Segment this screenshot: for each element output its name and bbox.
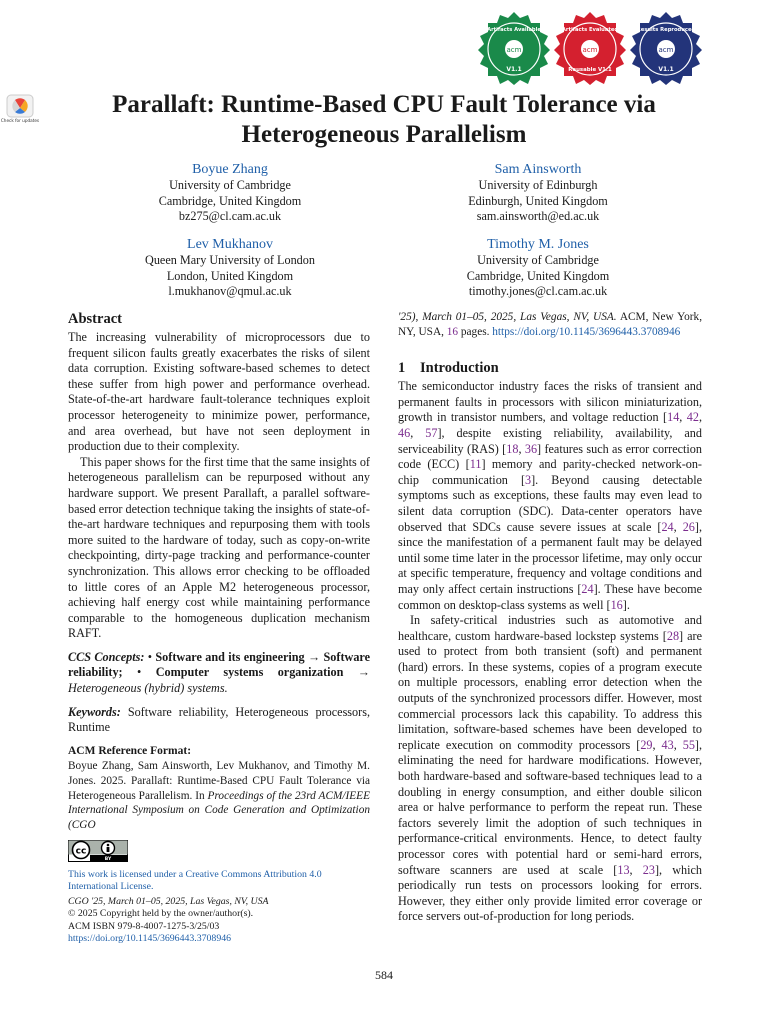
reference-doi-link[interactable]: https://doi.org/10.1145/3696443.3708946 [492,325,681,338]
intro-paragraph-1: The semiconductor industry faces the risks of transient and permanent faults in processors with silicon miniaturization, growth in transistor numbers, and voltage reduction [14, 42, 46, 57], despite existing reliability, availability, and serviceability (RAS) [18, 36] features such as error correction code (ECC) [11] memory and parity-checked network-on-chip communication [3]. Beyond causing detectable symptoms such as exceptions, these faults may even lead to silent data corruption (SDC). Data-center operators have observed that SDCs cause severe issues at scale [24, 26], since the manifestation of a permanent fault may be delayed until some time later in the processor lifetime, may only occur at specific temperature, frequency and voltage conditions and may only affect certain instructions [24]. These have become common on desktop-class systems as well [16]. [398,379,703,612]
section-title: Introduction [420,360,499,377]
acm-reference-text [68,759,370,832]
title-line-1: Parallaft: Runtime-Based CPU Fault Tolerance via [112,91,656,118]
reference-plain: Boyue Zhang, Sam Ainsworth, Lev Mukhanov, and Timothy M. Jones. 2025. Parallaft: Runtime-Based CPU Fault Tolerance via Heterogeneous Parallelism. In [68,760,370,802]
ccs-concepts: CCS Concepts: • Software and its engineering → Software reliability; • Computer systems organization → Heterogeneous (hybrid) systems. [68,649,371,696]
conference-text: CGO '25, March 01–05, 2025, Las Vegas, NV, USA [68,895,269,907]
author-block [388,236,688,300]
badge-top-text: Artifacts Available [487,27,541,33]
badge-top-text: Artifacts Evaluated [561,27,619,33]
title-line-2: Heterogeneous Parallelism [241,121,527,148]
svg-text:cc: cc [75,846,87,857]
artifact-badges [476,10,700,90]
badge-bottom-text: V1.1 [658,66,674,73]
artifacts-available-badge [476,10,552,86]
badge-center-text: acm [506,46,522,54]
abstract-paragraph-2: This paper shows for the first time that the same insights of heterogeneous parallelism can be repurposed without any hardware support. We present Parallaft, a parallel software-based error detection technique taking the insights of state-of-the-art hardware techniques and repurposing them with tools more suited to the hardware of today, such as copy-on-write checkpointing, dirty-page tracking and performance-counter synchronization. This allows error checking to be offloaded to little cores of an Apple M2 heterogeneous processor, achieving half energy cost while maintaining performance comparable to the homogeneous duplication mechanism RAFT. [68,454,370,641]
author-email: bz275@cl.cam.ac.uk [178,209,282,223]
acm-reference-heading: ACM Reference Format: [68,744,192,757]
badge-top-text: Results Reproduced [636,27,696,33]
ccs-label: CCS Concepts: [68,649,145,664]
author-block [80,161,380,225]
reference-venue: Proceedings of the 23rd ACM/IEEE International Symposium on Code Generation and Optimization (CGO [68,789,370,831]
creative-commons-icon [68,840,128,862]
paper-title [60,90,708,150]
section-number: 1 [398,360,406,377]
ccs-concept-2-sub: Heterogeneous (hybrid) systems. [68,681,228,696]
ccs-concept-1: Software and its engineering [155,649,305,664]
isbn-line: ACM ISBN 979-8-4007-1275-3/25/03 [68,920,220,932]
author-affiliation: University of Edinburgh [478,178,598,192]
author-affiliation: Queen Mary University of London [145,253,315,267]
author-location: Edinburgh, United Kingdom [468,193,608,208]
author-affiliation: University of Cambridge [169,178,291,192]
author-affiliation: University of Cambridge [477,253,599,267]
author-block [388,161,688,225]
ccs-arrow: → [357,665,370,680]
author-email: sam.ainsworth@ed.ac.uk [476,209,600,223]
conference-line [68,896,370,908]
ccs-concept-2: Computer systems organization [155,665,344,680]
keywords-label: Keywords: [68,704,121,719]
keywords [68,705,370,736]
author-location: London, United Kingdom [166,268,294,283]
reference-publisher: ACM, New York, NY, USA, [398,311,703,338]
author-name[interactable]: Boyue Zhang [192,162,268,177]
acm-reference-continued [398,310,702,339]
keywords-text: Software reliability, Heterogeneous processors, Runtime [68,704,370,735]
author-email: l.mukhanov@qmul.ac.uk [168,284,292,298]
author-location: Cambridge, United Kingdom [158,193,302,208]
license-link[interactable]: This work is licensed under a Creative Commons Attribution 4.0 International License. [68,869,322,893]
intro-paragraph-2: In safety-critical industries such as automotive and healthcare, custom hardware-based lockstep systems [28] are used to protect from both transient (soft) and permanent (hard) errors. In these systems, copies of a program execute on multiple processors, enabling error detection when the outputs of the synchronized processors differ. However, most commercial processors lack this capability. To address this limitation, software-based schemes have been developed to replicate execution on commodity processors [29, 43, 55], eliminating the need for hardware modifications. However, both hardware-based and software-based techniques lead to a doubling in energy consumption, and either double silicon area or halve performance to perform the repeat run. These factors severely limit the adoption of such techniques in performance-critical environments. Hence, to detect faulty processor cores with potential hard or semi-hard errors, software scanners are used at scale [13, 23], which periodically run tests on processors looking for errors. However, they either only provide limited error coverage or force servers out-of-production for long periods. [398,613,703,924]
badge-bottom-text: V1.1 [506,66,522,73]
doi-link-footer[interactable]: https://doi.org/10.1145/3696443.3708946 [68,933,232,945]
ccs-arrow: → [308,649,321,664]
abstract-heading: Abstract [68,311,122,327]
check-for-updates-button[interactable] [0,94,40,128]
left-column [68,310,370,945]
check-updates-icon [0,94,40,128]
page-number: 584 [375,968,393,982]
cc-by-label: BY [104,857,112,863]
author-name[interactable]: Lev Mukhanov [187,237,273,252]
badge-bottom-text: Reusable V1.1 [568,67,612,73]
results-reproduced-badge [628,10,704,86]
ccs-concept-1-sub: Software reliability; [68,649,371,680]
reference-pages-link[interactable]: 16 [446,325,459,338]
author-location: Cambridge, United Kingdom [466,268,610,283]
reference-pages-word: pages. [458,325,493,338]
abstract-paragraph-1: The increasing vulnerability of microprocessors due to frequent silicon faults greatly exacerbates the risks of silent data corruption. Existing software-based schemes to detect these suffer from high power and performance overhead. State-of-the-art hardware fault-tolerance techniques exploit processor heterogeneity to minimize power, performance, and area overhead, but have not seen deployment in production due to their complexity. [68,330,370,454]
author-block [80,236,380,300]
introduction-heading [398,359,702,377]
author-name[interactable]: Sam Ainsworth [494,162,582,177]
badge-center-text: acm [582,46,598,54]
right-column [398,310,702,925]
badge-center-text: acm [658,46,674,54]
author-name[interactable]: Timothy M. Jones [487,237,589,252]
artifacts-evaluated-badge [552,10,628,86]
copyright-line: © 2025 Copyright held by the owner/author(s). [68,908,254,920]
author-email: timothy.jones@cl.cam.ac.uk [468,284,608,298]
reference-venue-continued: '25), March 01–05, 2025, Las Vegas, NV, USA. [398,311,617,323]
check-updates-label: Check for updates [0,118,40,123]
